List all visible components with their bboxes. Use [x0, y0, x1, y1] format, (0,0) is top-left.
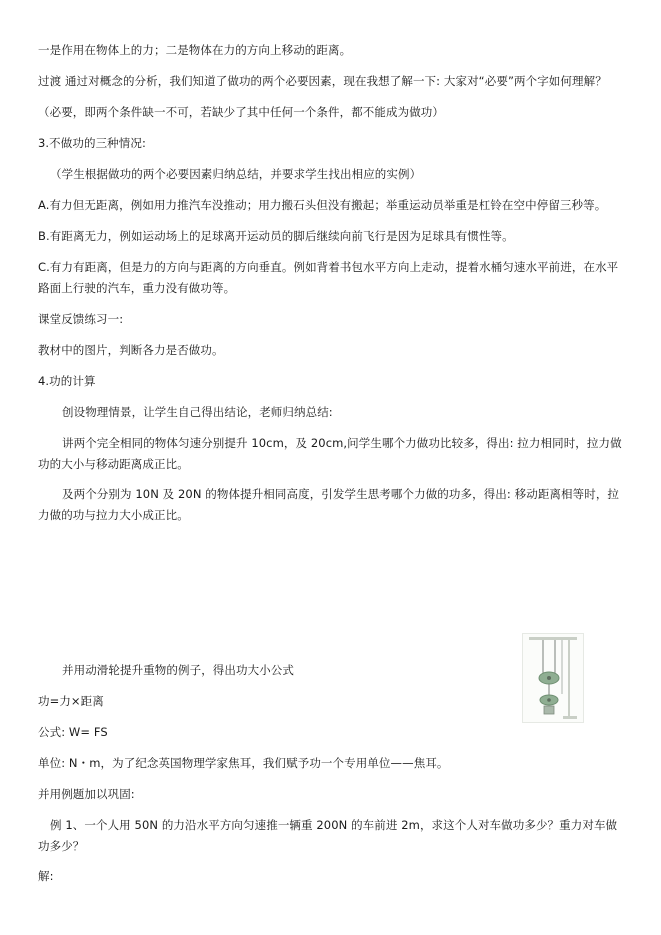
- paragraph-pulley-example: 并用动滑轮提升重物的例子，得出功大小公式: [62, 663, 294, 677]
- paragraph-unit-joule: 单位: N・m，为了纪念英国物理学家焦耳，我们赋予功一个专用单位——焦耳。: [38, 756, 449, 770]
- paragraph-case-c: C.有力有距离，但是力的方向与距离的方向垂直。例如背着书包水平方向上走动，提着水桶匀速水平前进，在水平路面上行驶的汽车，重力没有做功等。: [38, 260, 619, 295]
- pulley-apparatus-icon: [523, 634, 583, 722]
- section-heading-work-calculation: 4.功的计算: [38, 374, 96, 388]
- paragraph-student-summary: （学生根据做功的两个必要因素归纳总结，并要求学生找出相应的实例）: [50, 167, 422, 181]
- paragraph-physics-scenario: 创设物理情景，让学生自己得出结论，老师归纳总结:: [62, 405, 333, 419]
- formula-work-words: 功=力×距离: [38, 694, 104, 708]
- formula-work-symbols: 公式: W= FS: [38, 725, 108, 739]
- paragraph-case-b: B.有距离无力，例如运动场上的足球离开运动员的脚后继续向前飞行是因为足球具有惯性等。: [38, 229, 514, 243]
- heading-class-exercise-1: 课堂反馈练习一:: [38, 312, 124, 326]
- paragraph-necessary-explanation: （必要，即两个条件缺一不可，若缺少了其中任何一个条件，都不能成为做功）: [38, 105, 444, 119]
- paragraph-consolidate-example: 并用例题加以巩固:: [38, 787, 135, 801]
- paragraph-textbook-pictures: 教材中的图片，判断各力是否做功。: [38, 343, 224, 357]
- paragraph-transition-question: 过渡 通过对概念的分析，我们知道了做功的两个必要因素，现在我想了解一下: 大家对“必要”两个字如何理解？: [38, 74, 607, 88]
- paragraph-solution-label: 解:: [38, 869, 54, 883]
- pulley-apparatus-figure: [522, 633, 584, 723]
- section-heading-no-work-cases: 3.不做功的三种情况:: [38, 136, 146, 150]
- paragraph-example-1: 例 1、一个人用 50N 的力沿水平方向匀速推一辆重 200N 的车前进 2m，求这个人对车做功多少？重力对车做功多少？: [38, 818, 618, 853]
- paragraph-force-conditions: 一是作用在物体上的力；二是物体在力的方向上移动的距离。: [38, 43, 352, 57]
- paragraph-distance-proportional: 讲两个完全相同的物体匀速分别提升 10cm，及 20cm,问学生哪个力做功比较多，得出: 拉力相同时，拉力做功的大小与移动距离成正比。: [38, 436, 622, 471]
- paragraph-case-a: A.有力但无距离，例如用力推汽车没推动；用力搬石头但没有搬起；举重运动员举重是杠铃在空中停留三秒等。: [38, 198, 607, 212]
- paragraph-force-proportional: 及两个分别为 10N 及 20N 的物体提升相同高度，引发学生思考哪个力做的功多，得出: 移动距离相等时，拉力做的功与拉力大小成正比。: [38, 487, 620, 522]
